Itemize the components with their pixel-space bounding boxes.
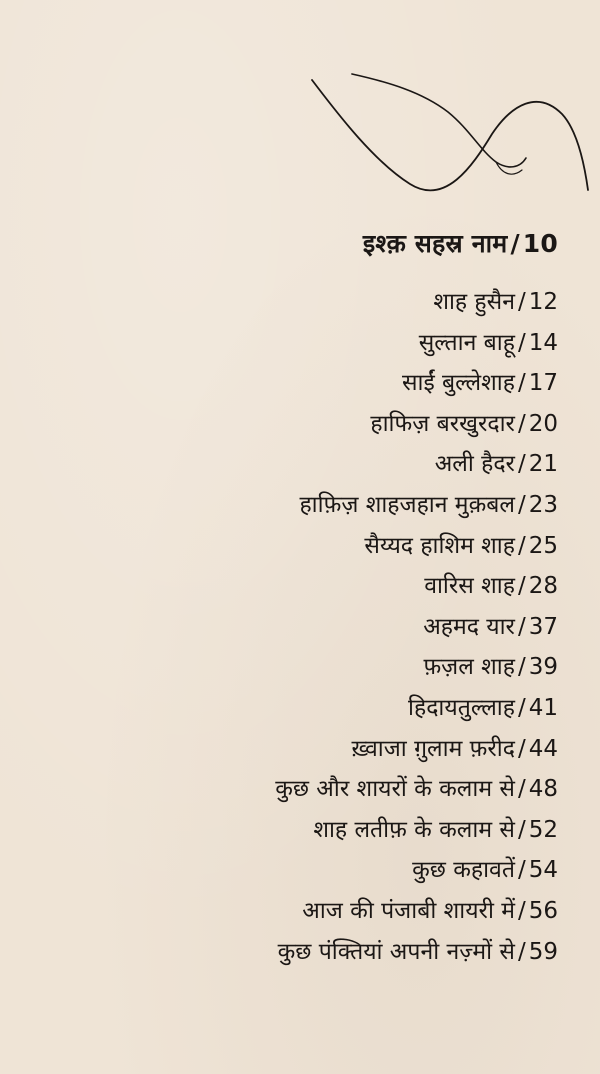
toc-entry-title: आज की पंजाबी शायरी में (302, 897, 515, 924)
toc-entry-page: 54 (528, 857, 558, 884)
toc-entry (275, 688, 558, 729)
separator: / (517, 410, 526, 437)
toc-entry (275, 566, 558, 607)
separator: / (517, 613, 526, 640)
toc-entry (275, 444, 558, 485)
toc-entry-title: हाफ़िज़ शाहजहान मुक़बल (299, 491, 515, 518)
toc-entry (275, 282, 558, 323)
separator: / (517, 897, 526, 924)
separator: / (517, 289, 526, 315)
separator: / (517, 532, 526, 559)
toc-entry-page: 56 (528, 897, 558, 924)
toc-entry-page: 23 (528, 491, 558, 518)
toc-entry-title: कुछ पंक्तियां अपनी नज़्मों से (277, 938, 515, 965)
section-heading (363, 226, 558, 260)
toc-entry (275, 363, 558, 404)
toc-entry (275, 769, 558, 810)
toc-entry (275, 647, 558, 688)
section-heading-title: इश्क़ सहस्र नाम (362, 229, 508, 258)
separator: / (517, 491, 526, 518)
separator: / (510, 229, 520, 258)
toc-entry (275, 729, 558, 770)
toc-entry-page: 14 (528, 329, 558, 356)
toc-entry-title: सुल्तान बाहू (418, 329, 515, 356)
toc-entry (275, 323, 558, 364)
toc-entry-title: ख़्वाजा ग़ुलाम फ़रीद (351, 735, 515, 762)
toc-entry-title: सैय्यद हाशिम शाह (364, 532, 515, 559)
toc-entry (275, 485, 558, 526)
toc-entry-title: फ़ज़ल शाह (423, 654, 515, 681)
toc-entry-title: शाह लतीफ़ के कलाम से (313, 816, 515, 843)
toc-entry (275, 932, 558, 973)
separator: / (517, 776, 526, 803)
toc-entry-page: 28 (528, 573, 558, 600)
separator: / (517, 694, 526, 721)
toc-entry (275, 404, 558, 445)
toc-entry-page: 39 (528, 654, 558, 681)
toc-entry-page: 48 (528, 776, 558, 803)
separator: / (517, 857, 526, 884)
toc-entry-page: 21 (528, 451, 558, 478)
toc-entry (275, 810, 558, 851)
section-heading-page: 10 (522, 229, 558, 258)
toc-entry-title: हाफिज़ बरखुरदार (370, 410, 515, 437)
separator: / (517, 573, 526, 600)
toc-entry-title: वारिस शाह (424, 573, 515, 600)
table-of-contents (275, 282, 558, 972)
toc-entry-title: हिदायतुल्लाह (408, 694, 515, 721)
toc-entry-title: अहमद यार (423, 613, 515, 640)
calligraphic-flourish-icon (300, 62, 590, 212)
separator: / (517, 938, 526, 965)
toc-entry (275, 850, 558, 891)
separator: / (517, 329, 526, 356)
toc-entry-page: 20 (528, 410, 558, 437)
toc-entry (275, 526, 558, 567)
toc-entry-title: साईं बुल्लेशाह (401, 370, 515, 397)
toc-entry (275, 891, 558, 932)
separator: / (517, 451, 526, 478)
toc-entry-page: 17 (528, 370, 558, 397)
separator: / (517, 370, 526, 397)
toc-entry-page: 44 (528, 735, 558, 762)
separator: / (517, 735, 526, 762)
separator: / (517, 654, 526, 681)
toc-entry (275, 607, 558, 648)
toc-entry-page: 41 (528, 694, 558, 721)
toc-entry-title: अली हैदर (434, 451, 515, 478)
separator: / (517, 816, 526, 843)
toc-entry-page: 59 (528, 938, 558, 965)
toc-entry-page: 25 (528, 532, 558, 559)
toc-entry-page: 52 (528, 816, 558, 843)
toc-entry-page: 12 (528, 289, 558, 315)
toc-entry-title: कुछ और शायरों के कलाम से (275, 776, 515, 803)
toc-entry-page: 37 (528, 613, 558, 640)
toc-entry-title: कुछ कहावतें (412, 857, 515, 884)
toc-entry-title: शाह हुसैन (433, 289, 515, 315)
